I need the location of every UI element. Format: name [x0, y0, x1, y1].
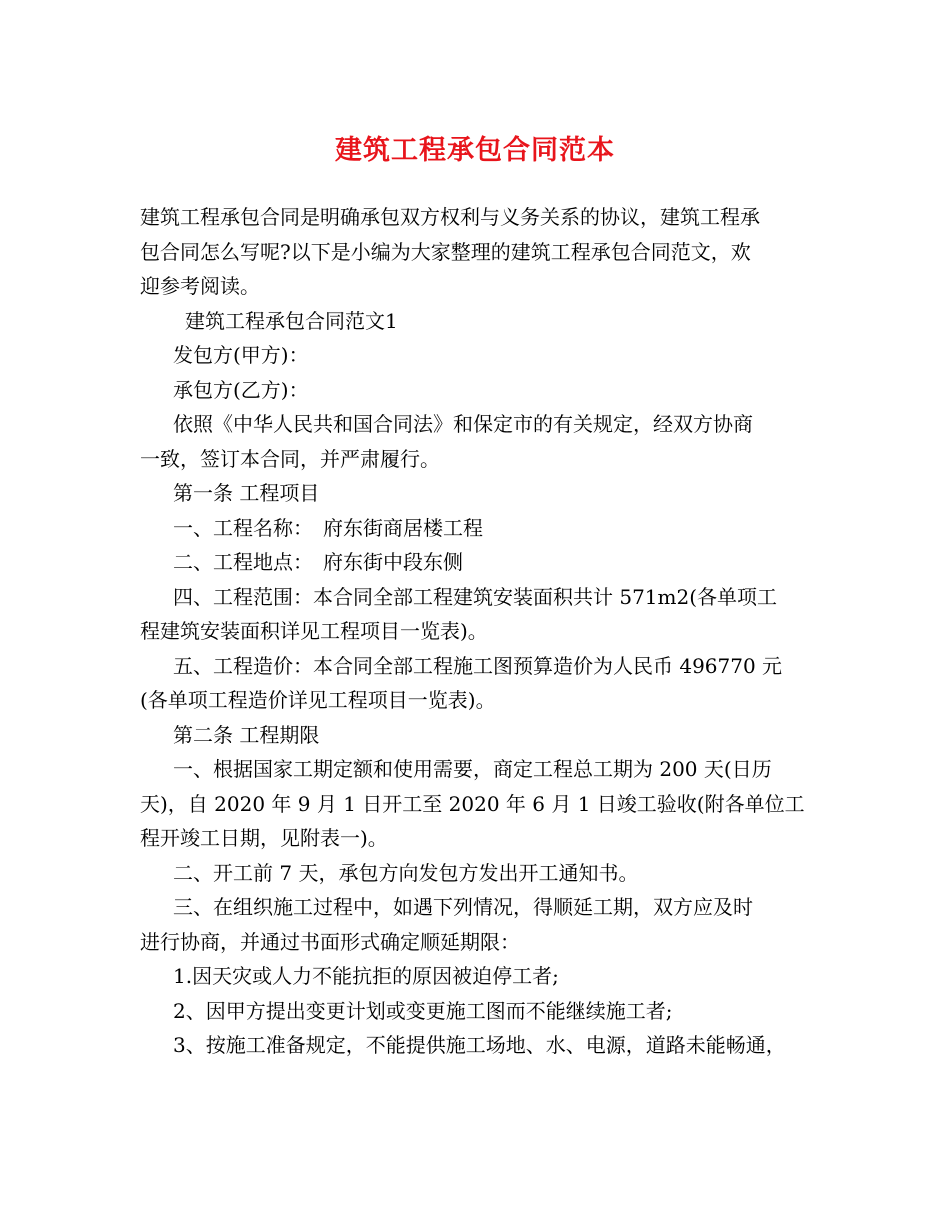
paragraph-line: 五、工程造价：本合同全部工程施工图预算造价为人民币 496770 元: [173, 653, 783, 678]
paragraph-line: 迎参考阅读。: [140, 274, 260, 298]
party-a-line: 发包方(甲方)：: [173, 343, 309, 367]
paragraph-line: 二、开工前 7 天，承包方向发包方发出开工通知书。: [173, 860, 639, 885]
paragraph-line: 程建筑安装面积详见工程项目一览表)。: [140, 619, 488, 643]
paragraph-line: 二、工程地点： 府东街中段东侧: [173, 550, 463, 574]
article-heading: 第二条 工程期限: [173, 722, 320, 747]
paragraph-line: 一、工程名称： 府东街商居楼工程: [173, 515, 483, 540]
paragraph-line: 一致，签订本合同，并严肃履行。: [140, 446, 440, 471]
list-item: 1.因天灾或人力不能抗拒的原因被迫停工者;: [173, 964, 559, 988]
paragraph-line: 包合同怎么写呢?以下是小编为大家整理的建筑工程承包合同范文，欢: [140, 239, 751, 264]
paragraph-line: 依照《中华人民共和国合同法》和保定市的有关规定，经双方协商: [173, 412, 753, 436]
document-body: [140, 200, 830, 1063]
paragraph-line: 四、工程范围：本合同全部工程建筑安装面积共计 571m2(各单项工: [173, 584, 778, 609]
article-heading: 第一条 工程项目: [173, 481, 320, 505]
list-item: 2、因甲方提出变更计划或变更施工图而不能继续施工者;: [173, 998, 673, 1023]
paragraph-line: 建筑工程承包合同是明确承包双方权利与义务关系的协议，建筑工程承: [140, 205, 760, 229]
document-title: 建筑工程承包合同范本: [335, 135, 615, 166]
paragraph-line: 程开竣工日期，见附表一)。: [140, 826, 388, 850]
list-item: 3、按施工准备规定，不能提供施工场地、水、电源，道路未能畅通，: [173, 1033, 786, 1057]
paragraph-line: 三、在组织施工过程中，如遇下列情况，得顺延工期，双方应及时: [173, 895, 753, 919]
paragraph-line: 进行协商，并通过书面形式确定顺延期限：: [140, 929, 520, 954]
paragraph-line: 一、根据国家工期定额和使用需要，商定工程总工期为 200 天(日历: [173, 757, 772, 781]
party-b-line: 承包方(乙方)：: [173, 377, 309, 402]
paragraph-line: 天)，自 2020 年 9 月 1 日开工至 2020 年 6 月 1 日竣工验收(附各单位工: [140, 791, 805, 816]
paragraph-line: (各单项工程造价详见工程项目一览表)。: [140, 688, 496, 712]
section-heading: 建筑工程承包合同范文1: [185, 308, 398, 333]
